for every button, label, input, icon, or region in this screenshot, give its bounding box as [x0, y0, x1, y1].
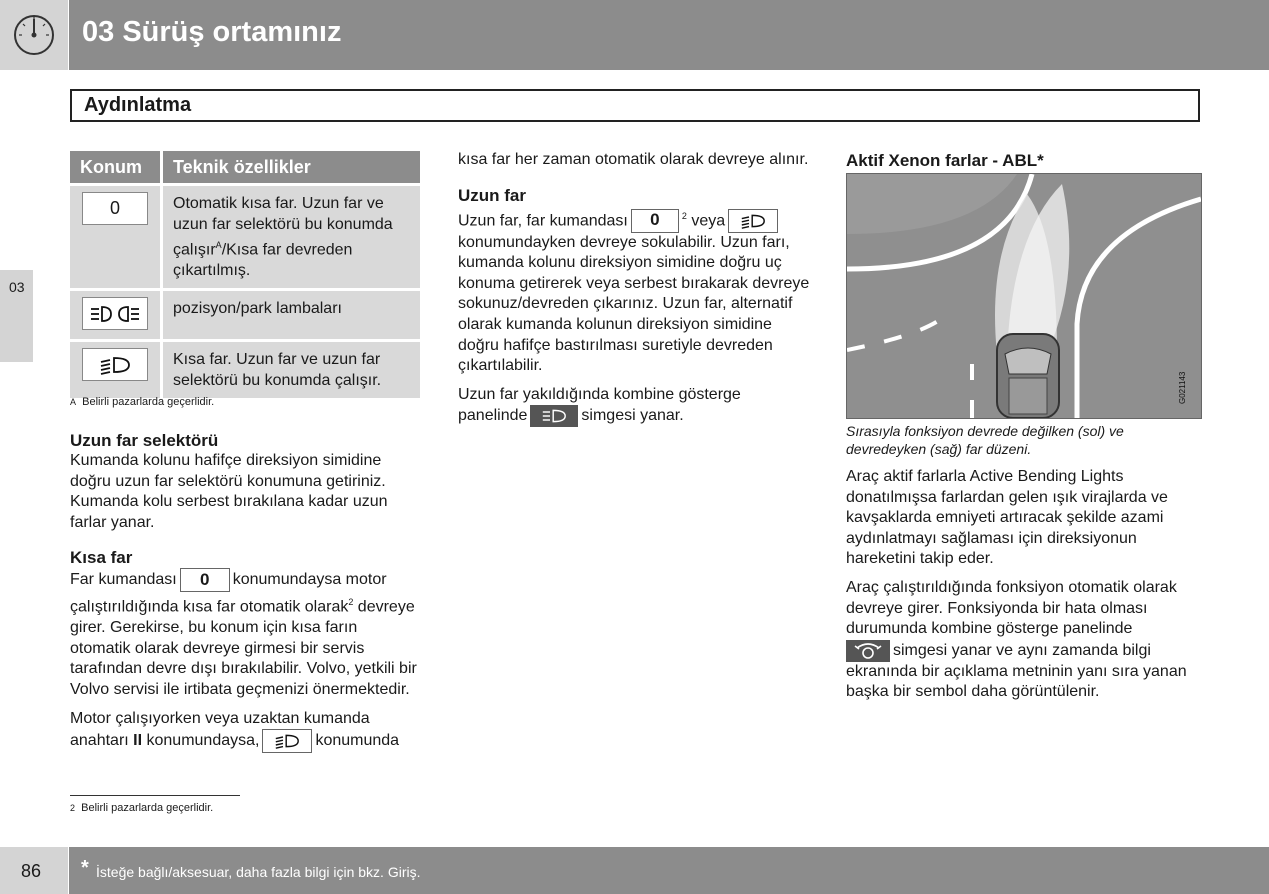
footer-note: İsteğe bağlı/aksesuar, daha fazla bilgi için bkz. Giriş.: [96, 864, 421, 880]
section-title: Aydınlatma: [84, 94, 192, 116]
heading-high-beam: Uzun far: [458, 185, 526, 205]
header-icon-panel: [0, 0, 68, 70]
car-icon: [997, 334, 1059, 418]
column-header-specs: Teknik özellikler: [163, 151, 420, 183]
page-number-panel: [0, 847, 68, 894]
chapter-tab-label: 03: [9, 279, 25, 295]
footnote-ref: 2: [681, 210, 687, 221]
footnote-ref: 2: [348, 597, 354, 608]
position-zero-symbol: 0: [180, 568, 230, 592]
page-title: 03 Sürüş ortamınız: [82, 16, 342, 48]
column-middle: [458, 150, 810, 435]
low-beam-icon: [273, 733, 301, 749]
paragraph: Kumanda kolunu hafifçe direksiyon simidine doğru uzun far selektörü konumuna getiriniz. Kumanda kolu serbest bırakılana kadar uzun farlar yanar.: [70, 452, 388, 531]
paragraph: Far kumandası 0 konumundaysa motor çalıştırıldığında kısa far otomatik olarak$^2$ devreye girer. Gerekirse, bu konum için kısa farın otomatik olarak devreye girmesi bir servis tarafından devre dışı bırakılabilir. Volvo, yetkili bir Volvo servisi ile irtibata geçmenizi önermektedir.: [70, 570, 417, 699]
footnote-divider: [70, 795, 240, 796]
column-header-position: Konum: [70, 151, 163, 183]
heading-active-xenon: Aktif Xenon farlar - ABL*: [846, 151, 1044, 170]
table-cell-text: pozisyon/park lambaları: [163, 288, 420, 339]
parking-lights-icon: [89, 304, 141, 324]
page-footer: [69, 847, 1269, 894]
heading-high-beam-flash: Uzun far selektörü: [70, 431, 219, 450]
paragraph: Uzun far, far kumandası 0 $^2$ veya konumundayken devreye sokulabilir. Uzun farı, kumanda kolunu direksiyon simidine doğru uç konuma getirerek veya serbest bırakarak devreye sokunuz/devreden çıkarınız. Uzun far, alternatif olarak kumanda kolunun direksiyon simidine doğru hafifçe bastırılması suretiyle devreden çıkartılabilir.: [458, 210, 810, 375]
section-heading-box: [70, 89, 1200, 122]
page-number: 86: [21, 861, 42, 881]
paragraph: Araç aktif farlarla Active Bending Lights donatılmışsa farlardan gelen ışık virajlarda ve kavşaklarda emniyeti artıracak şekilde azami aydınlatmayı sağlaması için direksiyonun hareketini takip eder.: [846, 468, 1168, 568]
footnote-ref: A: [215, 240, 222, 250]
abl-warning-icon: [853, 642, 883, 660]
table-cell-text: Otomatik kısa far. Uzun far ve uzun far selektörü bu konumda çalışır$^A$/Kısa far devreden çıkartılmış.: [163, 183, 420, 288]
table-cell-text: Kısa far. Uzun far ve uzun far selektörü bu konumda çalışır.: [163, 339, 420, 398]
column-left: [70, 430, 422, 761]
table-row: [70, 183, 420, 288]
heading-low-beam: Kısa far: [70, 548, 133, 568]
road-illustration: [847, 174, 1201, 418]
optional-star: *: [81, 857, 89, 879]
low-beam-icon: [98, 355, 132, 375]
headlight-pattern-illustration: [846, 173, 1202, 419]
column-right-lower: [846, 422, 1200, 711]
column-right: [846, 150, 1200, 171]
paragraph: kısa far her zaman otomatik olarak devreye alınır.: [458, 151, 809, 168]
paragraph: Araç çalıştırıldığında fonksiyon otomatik olarak devreye girer. Fonksiyonda bir hata olması durumunda kombine gösterge panelinde simgesi yanar ve aynı zamanda bilgi ekranında bir açıklama metninin yanı sıra yanan başka bir sembol daha görüntülenir.: [846, 578, 1187, 701]
table-header-row: [70, 151, 420, 183]
page-footnote: 2 Belirli pazarlarda geçerlidir.: [70, 802, 214, 814]
high-beam-indicator-icon: [540, 408, 568, 424]
light-switch-table: [70, 151, 420, 398]
table-footnote: A Belirli pazarlarda geçerlidir.: [70, 396, 215, 408]
low-beam-icon: [739, 213, 767, 229]
chapter-tab: [0, 270, 33, 362]
paragraph: Uzun far yakıldığında kombine gösterge panelinde simgesi yanar.: [458, 385, 810, 428]
position-zero-symbol: 0: [631, 209, 679, 233]
table-row: [70, 288, 420, 339]
position-zero-symbol: 0: [82, 192, 148, 225]
figure-caption: Sırasıyla fonksiyon devrede değilken (sol) ve devredeyken (sağ) far düzeni.: [846, 423, 1124, 457]
paragraph: Motor çalışıyorken veya uzaktan kumanda anahtarı II konumundaysa, konumunda: [70, 709, 422, 754]
image-code: G021143: [1178, 371, 1187, 404]
speedometer-icon: [0, 0, 68, 70]
table-row: [70, 339, 420, 398]
